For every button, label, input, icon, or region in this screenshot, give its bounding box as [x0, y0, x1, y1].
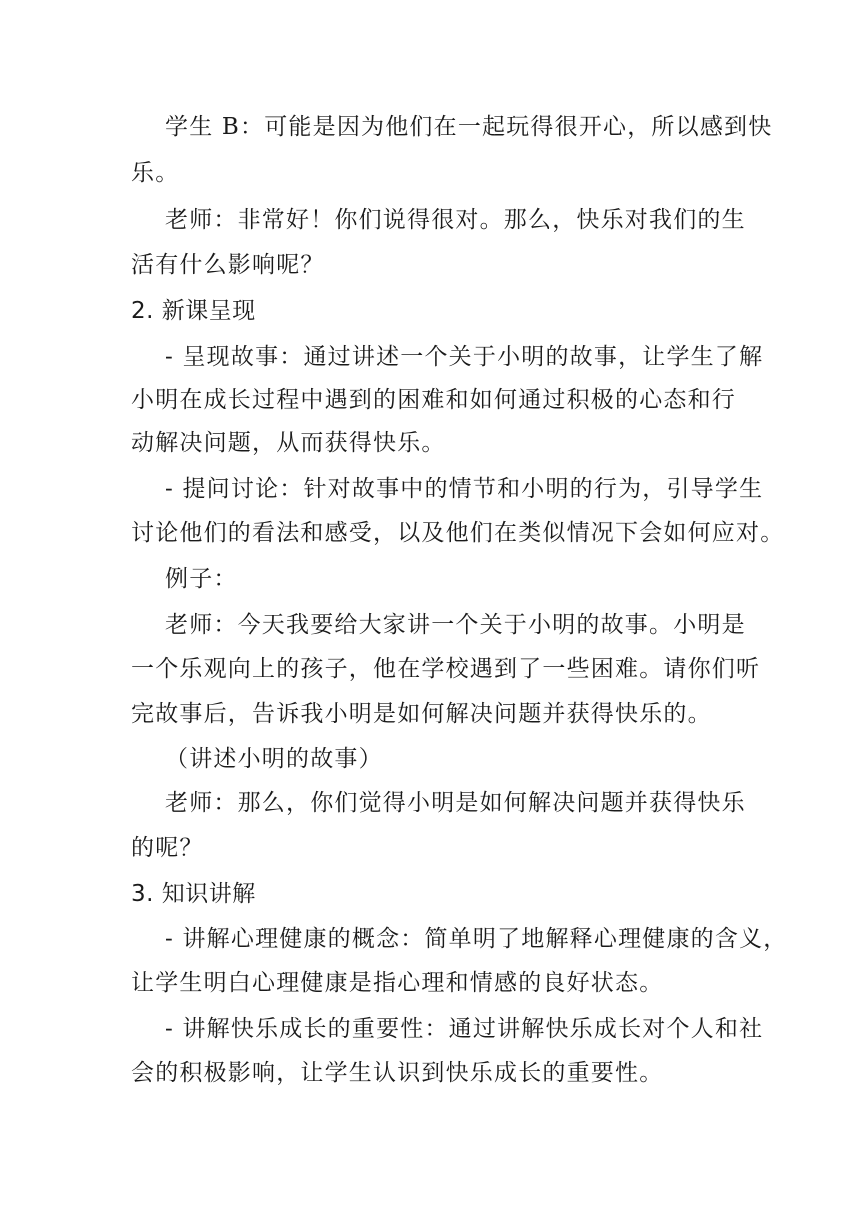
paragraph-line: 的呢？ — [131, 835, 204, 861]
section-heading: 2. 新课呈现 — [131, 298, 256, 324]
section-heading: 3. 知识讲解 — [131, 881, 256, 907]
paragraph-line: 老师：今天我要给大家讲一个关于小明的故事。小明是 — [165, 612, 746, 638]
paragraph-line: 让学生明白心理健康是指心理和情感的良好状态。 — [131, 970, 664, 996]
paragraph-line: - 呈现故事：通过讲述一个关于小明的故事，让学生了解 — [165, 344, 764, 370]
paragraph-line: 例子： — [165, 566, 238, 592]
paragraph-line: 活有什么影响呢？ — [131, 252, 325, 278]
paragraph-line: 讨论他们的看法和感受，以及他们在类似情况下会如何应对。 — [131, 520, 785, 546]
paragraph-line: 老师：非常好！你们说得很对。那么，快乐对我们的生 — [165, 207, 746, 233]
paragraph-line: 动解决问题，从而获得快乐。 — [131, 430, 446, 456]
paragraph-line: （讲述小明的故事） — [165, 746, 383, 772]
paragraph-line: - 讲解快乐成长的重要性：通过讲解快乐成长对个人和社 — [165, 1016, 764, 1042]
paragraph-line: 小明在成长过程中遇到的困难和如何通过积极的心态和行 — [131, 387, 736, 413]
paragraph-line: 老师：那么，你们觉得小明是如何解决问题并获得快乐 — [165, 790, 746, 816]
paragraph-line: - 讲解心理健康的概念：简单明了地解释心理健康的含义， — [165, 926, 788, 952]
paragraph-line: 完故事后，告诉我小明是如何解决问题并获得快乐的。 — [131, 701, 712, 727]
paragraph-line: 乐。 — [131, 160, 180, 186]
paragraph-line: 一个乐观向上的孩子，他在学校遇到了一些困难。请你们听 — [131, 656, 761, 682]
paragraph-line: - 提问讨论：针对故事中的情节和小明的行为，引导学生 — [165, 476, 764, 502]
paragraph-line: 学生 B：可能是因为他们在一起玩得很开心，所以感到快 — [165, 114, 773, 140]
paragraph-line: 会的积极影响，让学生认识到快乐成长的重要性。 — [131, 1060, 664, 1086]
